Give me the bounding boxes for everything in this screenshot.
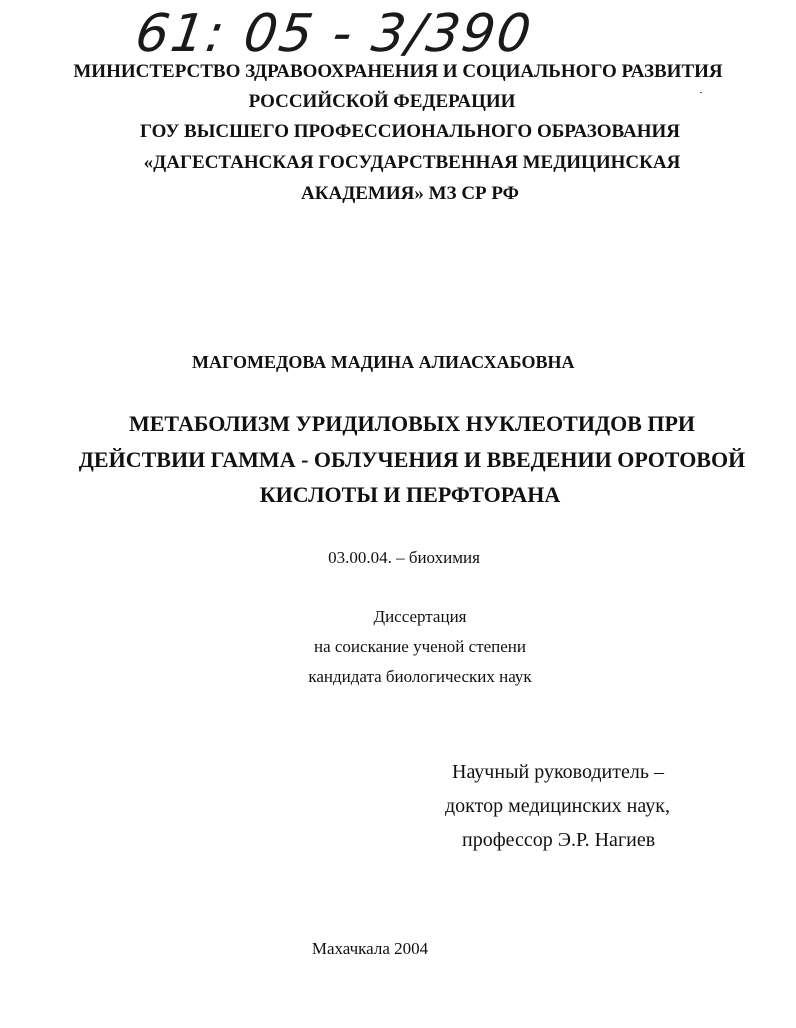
org-line-2: РОССИЙСКОЙ ФЕДЕРАЦИИ	[248, 91, 516, 112]
city-year: Махачкала 2004	[311, 939, 429, 958]
specialty-code: 03.00.04. – биохимия	[328, 548, 480, 567]
advisor-degree: доктор медицинских наук,	[445, 795, 670, 817]
org-line-5: АКАДЕМИЯ» МЗ СР РФ	[300, 183, 520, 204]
handwritten-registration-number: 61: 05 - 3/390	[131, 4, 537, 64]
title-line-3: КИСЛОТЫ И ПЕРФТОРАНА	[259, 482, 561, 507]
advisor-role: Научный руководитель –	[452, 761, 664, 783]
author-name: МАГОМЕДОВА МАДИНА АЛИАСХАБОВНА	[192, 352, 575, 372]
degree-line-1: Диссертация	[373, 607, 467, 626]
degree-line-2: на соискание ученой степени	[313, 637, 527, 656]
title-line-2: ДЕЙСТВИИ ГАММА - ОБЛУЧЕНИЯ И ВВЕДЕНИИ ОРОТОВОЙ	[78, 447, 746, 472]
org-line-4: «ДАГЕСТАНСКАЯ ГОСУДАРСТВЕННАЯ МЕДИЦИНСКАЯ	[143, 152, 681, 173]
org-line-1: МИНИСТЕРСТВО ЗДРАВООХРАНЕНИЯ И СОЦИАЛЬНОГО РАЗВИТИЯ	[73, 61, 723, 82]
advisor-name: профессор Э.Р. Нагиев	[462, 829, 656, 851]
title-line-1: МЕТАБОЛИЗМ УРИДИЛОВЫХ НУКЛЕОТИДОВ ПРИ	[128, 411, 696, 436]
degree-line-3: кандидата биологических наук	[308, 667, 532, 686]
org-line-3: ГОУ ВЫСШЕГО ПРОФЕССИОНАЛЬНОГО ОБРАЗОВАНИЯ	[140, 121, 680, 142]
